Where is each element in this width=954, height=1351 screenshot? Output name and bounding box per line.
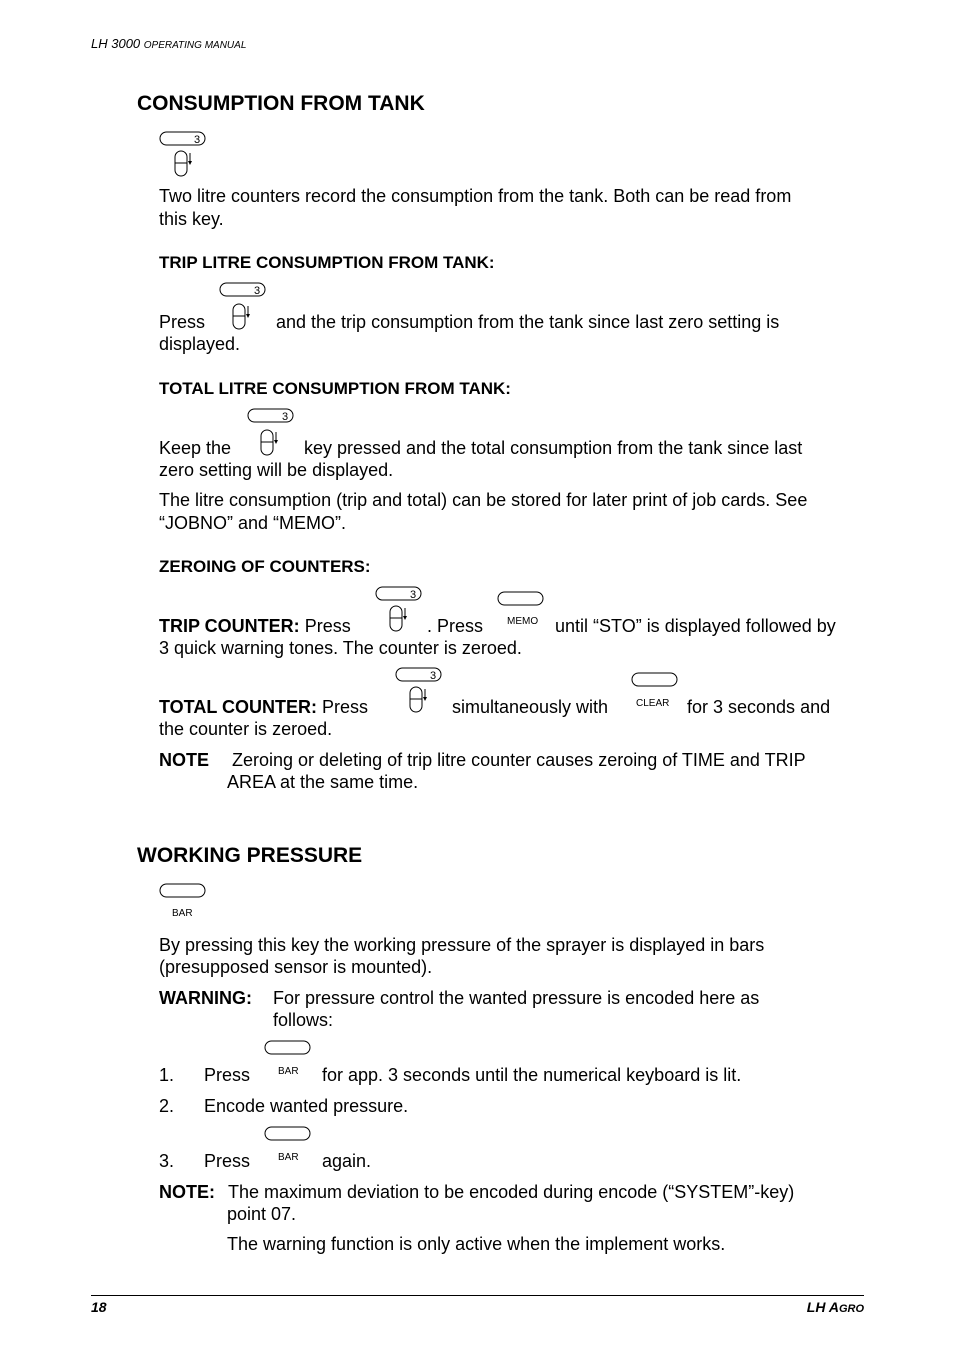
trip-counter-label: TRIP COUNTER:	[159, 616, 300, 636]
bar-key-icon	[159, 883, 207, 923]
memo-key-icon	[497, 591, 545, 631]
svg-text:3: 3	[430, 670, 437, 682]
svg-text:3: 3	[282, 411, 289, 423]
total-before: Keep the	[159, 438, 232, 458]
warning-line-2: follows:	[273, 1010, 334, 1030]
bar-key-icon	[264, 1126, 312, 1166]
running-header	[91, 36, 246, 51]
step-1-num: 1.	[159, 1065, 175, 1085]
intro-line-1: Two litre counters record the consumption from the tank. Both can be read from	[159, 186, 792, 206]
footer-brand	[807, 1299, 864, 1315]
note2-line-3: The warning function is only active when the implement works.	[227, 1234, 726, 1254]
total-counter-line	[159, 696, 368, 718]
key-number: 3	[194, 134, 201, 146]
tank-key-icon	[375, 586, 423, 634]
pressure-intro-2: (presupposed sensor is mounted).	[159, 957, 433, 977]
tank-key-icon	[395, 667, 443, 715]
tank-key-icon	[219, 282, 267, 330]
trip-counter-after: until “STO” is displayed followed by	[555, 616, 836, 636]
note-line-2: AREA at the same time.	[227, 772, 419, 792]
bar-key-icon	[264, 1040, 312, 1080]
trip-line2: displayed.	[159, 334, 241, 354]
svg-text:3: 3	[410, 589, 417, 601]
note-label: NOTE	[159, 750, 210, 770]
section-title-pressure: WORKING PRESSURE	[137, 844, 363, 867]
warning-label: WARNING:	[159, 988, 252, 1008]
footer-brand-main: LH A	[806, 1299, 839, 1315]
total-counter-label: TOTAL COUNTER:	[159, 697, 317, 717]
step-1-after: for app. 3 seconds until the numerical keyboard is lit.	[322, 1065, 742, 1085]
intro-line-2: this key.	[159, 209, 224, 229]
footer-brand-rest: GRO	[838, 1303, 864, 1315]
tank-key-icon	[159, 131, 207, 179]
step-2-text: Encode wanted pressure.	[204, 1096, 409, 1116]
header-subtitle: OPERATING MANUAL	[143, 40, 247, 51]
total-after: key pressed and the total consumption from the tank since last	[304, 438, 803, 458]
stored-line-1: The litre consumption (trip and total) can be stored for later print of job cards. See	[159, 490, 808, 510]
step-2-num: 2.	[159, 1096, 175, 1116]
svg-text:BAR: BAR	[278, 1152, 299, 1163]
total-counter-after: for 3 seconds and	[687, 697, 831, 717]
trip-counter-press2: . Press	[427, 616, 484, 636]
svg-text:3: 3	[254, 285, 261, 297]
step-3-num: 3.	[159, 1151, 175, 1171]
total-line2: zero setting will be displayed.	[159, 460, 394, 480]
step-3-after: again.	[322, 1151, 372, 1171]
note2-line-1: The maximum deviation to be encoded during encode (“SYSTEM”-key)	[228, 1182, 795, 1202]
note-line-1: Zeroing or deleting of trip litre counter causes zeroing of TIME and TRIP	[232, 750, 806, 770]
pressure-intro-1: By pressing this key the working pressure of the sprayer is displayed in bars	[159, 935, 765, 955]
total-counter-line2: the counter is zeroed.	[159, 719, 333, 739]
memo-key-label: MEMO	[507, 616, 539, 627]
clear-key-label: CLEAR	[636, 698, 670, 709]
tank-key-icon	[247, 408, 295, 456]
total-counter-mid: simultaneously with	[452, 697, 609, 717]
footer-rule	[91, 1295, 864, 1296]
trip-counter-line2: 3 quick warning tones. The counter is zeroed.	[159, 638, 522, 658]
section-title-consumption: CONSUMPTION FROM TANK	[137, 92, 425, 115]
trip-after: and the trip consumption from the tank since last zero setting is	[276, 312, 780, 332]
zeroing-heading: ZEROING OF COUNTERS:	[159, 557, 371, 576]
stored-line-2: “JOBNO” and “MEMO”.	[159, 513, 347, 533]
trip-counter-line	[159, 615, 351, 637]
trip-counter-press: Press	[304, 616, 351, 636]
step-1-press: Press	[204, 1065, 251, 1085]
trip-heading: TRIP LITRE CONSUMPTION FROM TANK:	[159, 253, 495, 272]
total-counter-press: Press	[322, 697, 369, 717]
page-number: 18	[91, 1299, 107, 1315]
header-title: LH 3000	[91, 36, 141, 51]
warning-line-1: For pressure control the wanted pressure is encoded here as	[273, 988, 760, 1008]
note2-label: NOTE:	[159, 1182, 215, 1202]
trip-press: Press	[159, 312, 206, 332]
bar-key-label: BAR	[172, 908, 193, 919]
svg-text:BAR: BAR	[278, 1066, 299, 1077]
note2-line-2: point 07.	[227, 1204, 297, 1224]
total-heading: TOTAL LITRE CONSUMPTION FROM TANK:	[159, 379, 511, 398]
step-3-press: Press	[204, 1151, 251, 1171]
clear-key-icon	[631, 672, 679, 712]
